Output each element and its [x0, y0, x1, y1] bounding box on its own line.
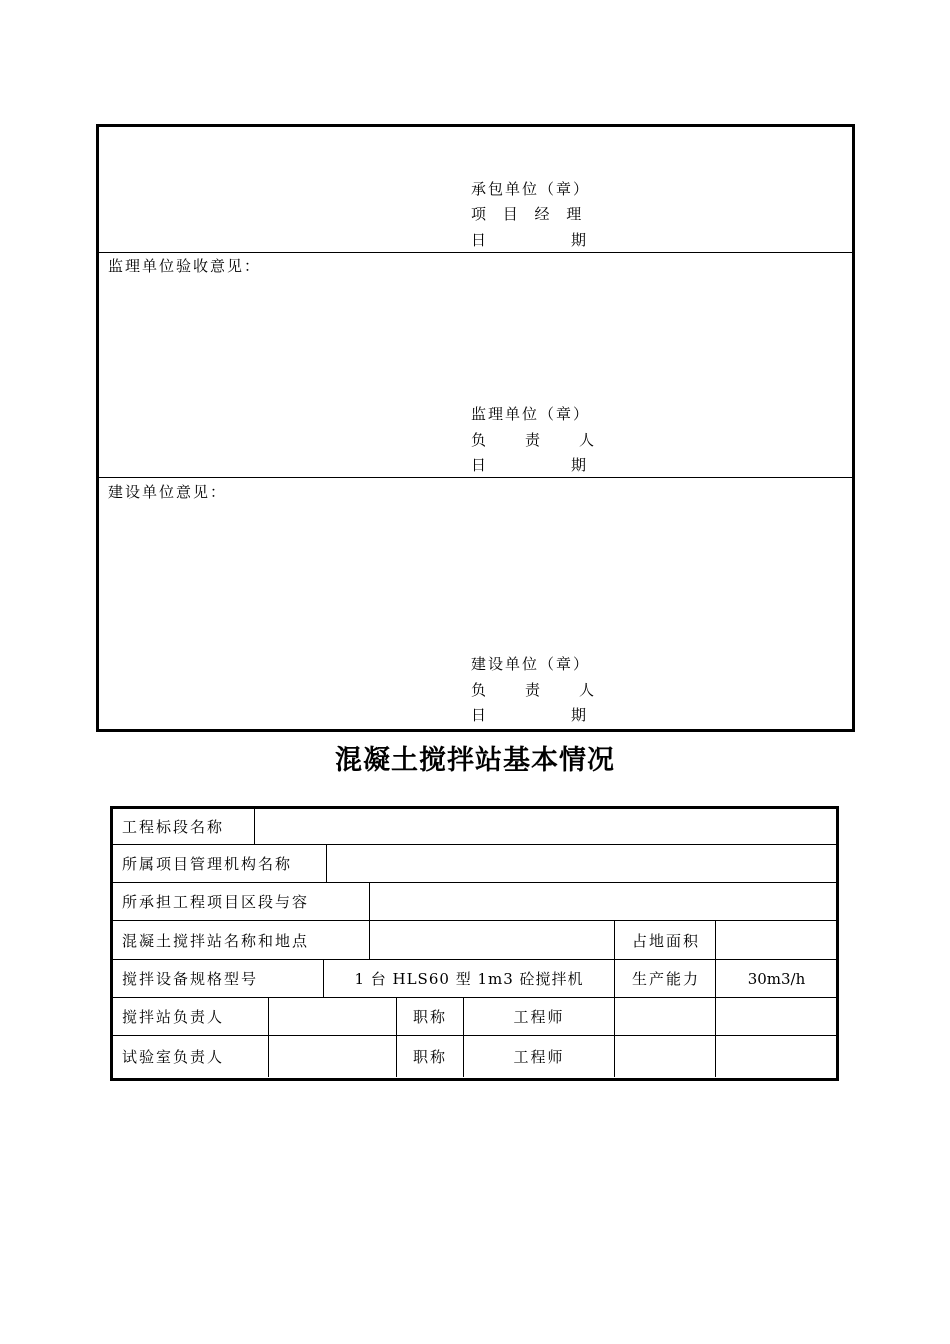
table-row-line	[110, 997, 839, 998]
capacity-label: 生产能力	[632, 970, 701, 988]
supervisor-person-label: 负 责 人	[471, 431, 598, 449]
lab-head-label: 试验室负责人	[122, 1048, 225, 1066]
contractor-date-label: 日 期	[471, 231, 592, 249]
table-row-line	[110, 882, 839, 883]
table-row-line	[110, 1035, 839, 1036]
title-label-1: 职称	[412, 1008, 447, 1026]
area-label: 占地面积	[632, 932, 701, 950]
page-title: 混凝土搅拌站基本情况	[335, 745, 615, 776]
table-col-line	[715, 998, 716, 1077]
owner-opinion-heading: 建设单位意见：	[108, 483, 228, 501]
table-row-line	[110, 959, 839, 960]
form-divider-2	[96, 477, 855, 478]
table-col-line	[614, 998, 615, 1077]
undertaken-label: 所承担工程项目区段与容	[122, 893, 310, 911]
table-col-line	[614, 921, 615, 959]
table-col-line	[369, 921, 370, 959]
supervisor-unit-label: 监理单位（章）	[471, 405, 591, 423]
section-name-label: 工程标段名称	[122, 818, 225, 836]
table-col-line	[715, 921, 716, 959]
contractor-manager-label	[471, 205, 588, 223]
table-row-line	[110, 920, 839, 921]
title-value-2: 工程师	[513, 1048, 565, 1066]
table-col-line	[268, 998, 269, 1077]
equipment-label: 搅拌设备规格型号	[122, 970, 259, 988]
form-divider-1	[96, 252, 855, 253]
table-col-line	[326, 845, 327, 882]
equipment-value: 1 台 HLS60 型 1m3 砼搅拌机	[354, 970, 584, 988]
station-name-label: 混凝土搅拌站名称和地点	[122, 932, 310, 950]
owner-date-label: 日 期	[471, 706, 592, 724]
capacity-value: 30m3/h	[747, 970, 806, 988]
supervisor-date-label: 日 期	[471, 456, 592, 474]
table-col-line	[369, 883, 370, 920]
contractor-unit-label: 承包单位（章）	[471, 180, 591, 198]
table-col-line	[254, 808, 255, 844]
owner-person-label: 负 责 人	[471, 681, 598, 699]
title-label-2: 职称	[412, 1048, 447, 1066]
contractor-manager-text: 项 目 经 理	[471, 205, 588, 223]
owner-unit-label: 建设单位（章）	[471, 655, 591, 673]
station-head-label: 搅拌站负责人	[122, 1008, 225, 1026]
table-col-line	[614, 960, 615, 997]
title-value-1: 工程师	[513, 1008, 565, 1026]
supervisor-opinion-heading: 监理单位验收意见：	[108, 257, 262, 275]
table-row-line	[110, 844, 839, 845]
project-org-label: 所属项目管理机构名称	[122, 855, 293, 873]
